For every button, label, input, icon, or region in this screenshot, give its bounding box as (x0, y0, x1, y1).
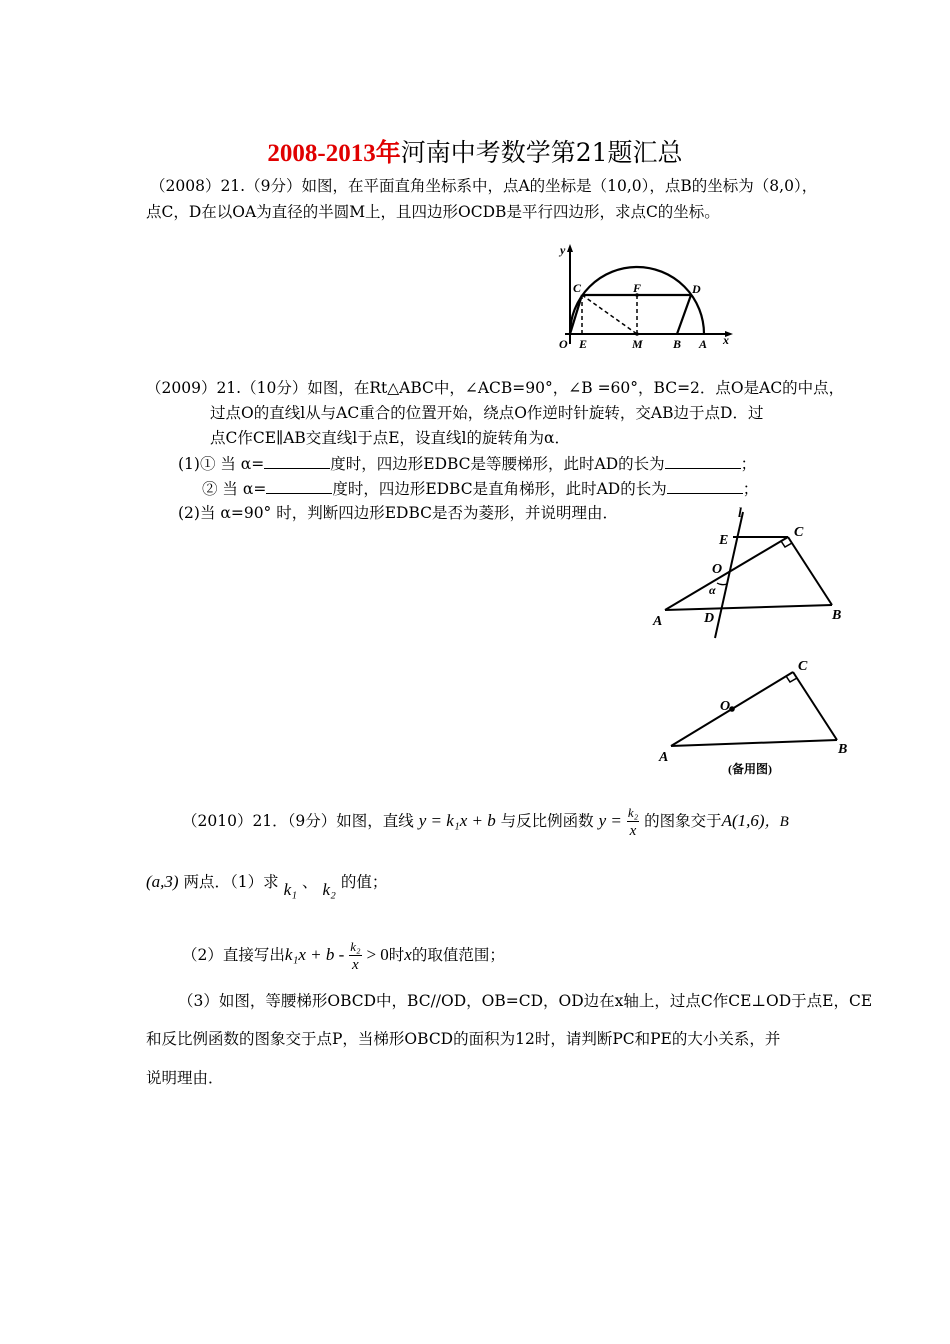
q2009-figure1 (645, 505, 860, 645)
q2010-line1-end: 的图象交于 (644, 812, 722, 830)
q2010-var-x: x (404, 945, 412, 964)
q2010-point-B-coord: (a,3) (146, 872, 179, 891)
q2010-line1 (182, 802, 789, 841)
fig2008-label-A: A (699, 337, 708, 351)
q2010-frac1-num: k₂ (627, 804, 639, 820)
q2010-y-eq: y = (598, 811, 622, 830)
q2010-line3-start: （2）直接写出 (182, 946, 285, 964)
fig2009a-label-alpha: α (709, 583, 716, 597)
q2009-sub1-mid: 度时，四边形EDBC是等腰梯形，此时AD的长为 (330, 455, 665, 473)
q2009-sub1-end: ； (740, 455, 757, 473)
q2010-point-A: A(1,6) (721, 811, 765, 830)
fig2008-label-C: C (573, 281, 582, 295)
q2009-line1: （2009）21.（10分）如图，在Rt△ABC中，∠ACB=90°，∠B =60°，BC=2．点O是AC的中点， (146, 379, 845, 397)
q2009-sub2-end: ； (742, 480, 759, 498)
q2010-frac2-num: k₂ (350, 938, 361, 954)
q2010-line2 (146, 872, 388, 899)
q2010-point-B: ，B (764, 814, 789, 830)
q2009-sub2-mid: 度时，四边形EDBC是直角梯形，此时AD的长为 (332, 480, 667, 498)
q2010-line3-end: 的取值范围； (411, 946, 505, 964)
q2009-sub2 (202, 478, 758, 499)
q2010-ineq-expr: k₁x + b - (284, 945, 345, 964)
q2009-sub3: (2)当 α=90° 时，判断四边形EDBC是否为菱形，并说明理由． (178, 504, 619, 522)
q2010-line-eq: y = k₁x + b (418, 811, 496, 830)
q2010-frac1-den: x (629, 822, 637, 839)
fig2009b-label-A: A (659, 750, 669, 765)
q2009-sub2-start: ② 当 α= (202, 480, 267, 498)
q2010-line2-start: 两点．（1）求 (183, 873, 279, 891)
fig2009a-label-B: B (832, 608, 842, 623)
q2008-line1: （2008）21.（9分）如图，在平面直角坐标系中，点A的坐标是（10,0），点B的坐标为（8,0）， (150, 177, 818, 195)
q2010-frac2-den: x (352, 956, 359, 973)
q2009-blank-ad2[interactable] (667, 478, 743, 494)
fig2008-label-O: O (559, 337, 568, 351)
fig2009a-label-E: E (719, 533, 729, 548)
q2010-ineq-gt: > 0 (366, 945, 389, 964)
fig2009b-label-B: B (838, 742, 848, 757)
q2010-line4: （3）如图，等腰梯形OBCD中，BC//OD，OB=CD，OD边在x轴上，过点C作CE⊥OD于点E，CE (178, 992, 873, 1010)
q2010-sep: 、 (301, 873, 318, 891)
q2010-frac1 (627, 805, 639, 840)
q2008-line2: 点C，D在以OA为直径的半圆M上，且四边形OCDB是平行四边形，求点C的坐标。 (146, 203, 720, 221)
q2010-k1: k₁ (283, 880, 298, 899)
q2010-line6: 说明理由． (146, 1069, 224, 1087)
fig2009a-label-O: O (712, 562, 723, 577)
q2009-line2: 过点O的直线l从与AC重合的位置开始，绕点O作逆时针旋转，交AB边于点D．过 (210, 404, 764, 422)
q2008-figure (555, 240, 745, 355)
q2010-line3 (182, 936, 505, 974)
fig2008-label-M: M (632, 337, 643, 351)
fig2009b-label-O: O (720, 699, 731, 714)
q2009-blank-angle2[interactable] (266, 478, 332, 494)
q2010-line2-end: 的值； (340, 873, 388, 891)
fig2009a-label-C: C (794, 525, 804, 540)
q2009-blank-ad1[interactable] (665, 453, 741, 469)
q2010-line5: 和反比例函数的图象交于点P，当梯形OBCD的面积为12时，请判断PC和PE的大小关系，并 (146, 1030, 781, 1048)
q2010-line1-start: （2010）21．（9分）如图，直线 (182, 812, 414, 830)
fig2009a-label-l: l (738, 506, 742, 521)
q2010-line1-mid: 与反比例函数 (500, 812, 594, 830)
q2009-figure2 (650, 655, 860, 780)
q2009-line3: 点C作CE∥AB交直线l于点E，设直线l的旋转角为α． (210, 429, 570, 447)
fig2009a-label-A: A (653, 614, 663, 629)
fig2009a-label-D: D (704, 611, 715, 626)
q2009-sub1-start: (1)① 当 α= (178, 455, 265, 473)
title-years: 2008-2013年 (267, 140, 401, 167)
fig2008-label-y: y (560, 243, 566, 257)
title-text: 河南中考数学第21题汇总 (400, 138, 683, 167)
q2010-line3-mid: 时 (388, 946, 405, 964)
q2010-frac2 (349, 939, 361, 974)
fig2009b-caption: (备用图) (728, 762, 772, 776)
fig2008-label-D: D (692, 282, 701, 296)
fig2008-label-F: F (633, 281, 642, 295)
fig2009b-label-C: C (798, 659, 808, 674)
fig2008-label-B: B (673, 337, 682, 351)
q2010-k2: k₂ (322, 880, 336, 899)
q2009-sub1 (178, 453, 756, 474)
page-title (0, 133, 950, 169)
q2009-blank-angle1[interactable] (264, 453, 330, 469)
fig2008-label-E: E (579, 337, 588, 351)
fig2008-label-x: x (723, 333, 729, 347)
